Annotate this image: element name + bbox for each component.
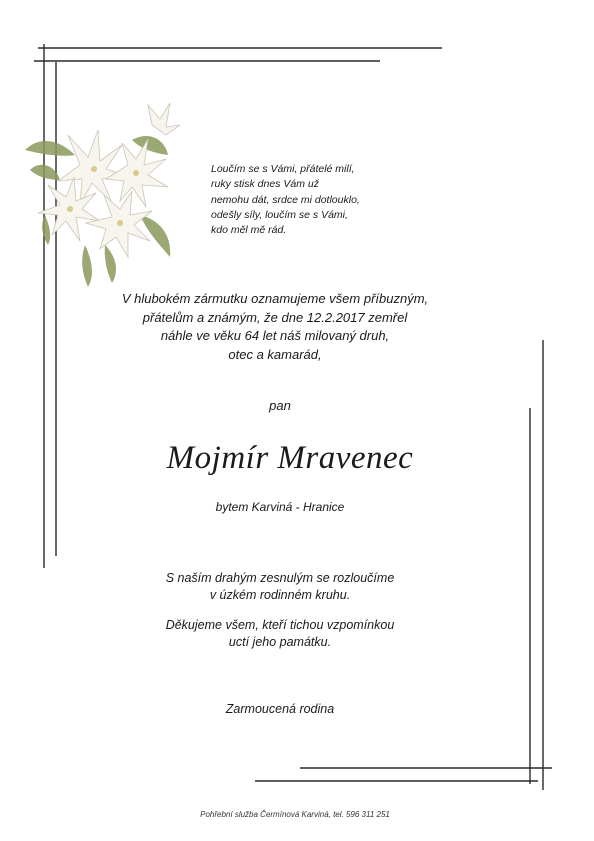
poem-line: odešly síly, loučím se s Vámi, [211, 208, 348, 221]
farewell-notice [120, 570, 440, 604]
announcement-line: V hlubokém zármutku oznamujeme všem příbuzným, [121, 291, 429, 306]
death-announcement [100, 290, 450, 364]
funeral-service-footer: Pohřební služba Čermínová Karviná, tel. 596 311 251 [200, 810, 390, 819]
poem-line: nemohu dát, srdce mi dotlouklo, [211, 193, 360, 206]
poem-line: ruky stisk dnes Vám už [211, 178, 319, 191]
farewell-poem [211, 162, 411, 238]
thanks-notice [120, 617, 440, 651]
thanks-line: Děkujeme všem, kteří tichou vzpomínkou [165, 618, 395, 632]
lily-bouquet-icon [20, 95, 185, 290]
announcement-line: přátelům a známým, že dne 12.2.2017 zemřel [142, 309, 408, 325]
announcement-line: náhle ve věku 64 let náš milovaný druh, [160, 328, 390, 343]
residence: bytem Karviná - Hranice [215, 500, 345, 514]
farewell-line: v úzkém rodinném kruhu. [209, 588, 351, 602]
family-signature: Zarmoucená rodina [225, 702, 335, 716]
title-word: pan [269, 398, 291, 413]
thanks-line: uctí jeho památku. [228, 635, 332, 649]
poem-line: Loučím se s Vámi, přátelé milí, [211, 163, 355, 175]
farewell-line: S naším drahým zesnulým se rozloučíme [165, 571, 395, 585]
deceased-name: Mojmír Mravenec [166, 440, 414, 476]
poem-line: kdo měl mě rád. [211, 224, 287, 237]
announcement-line: otec a kamarád, [228, 346, 322, 362]
